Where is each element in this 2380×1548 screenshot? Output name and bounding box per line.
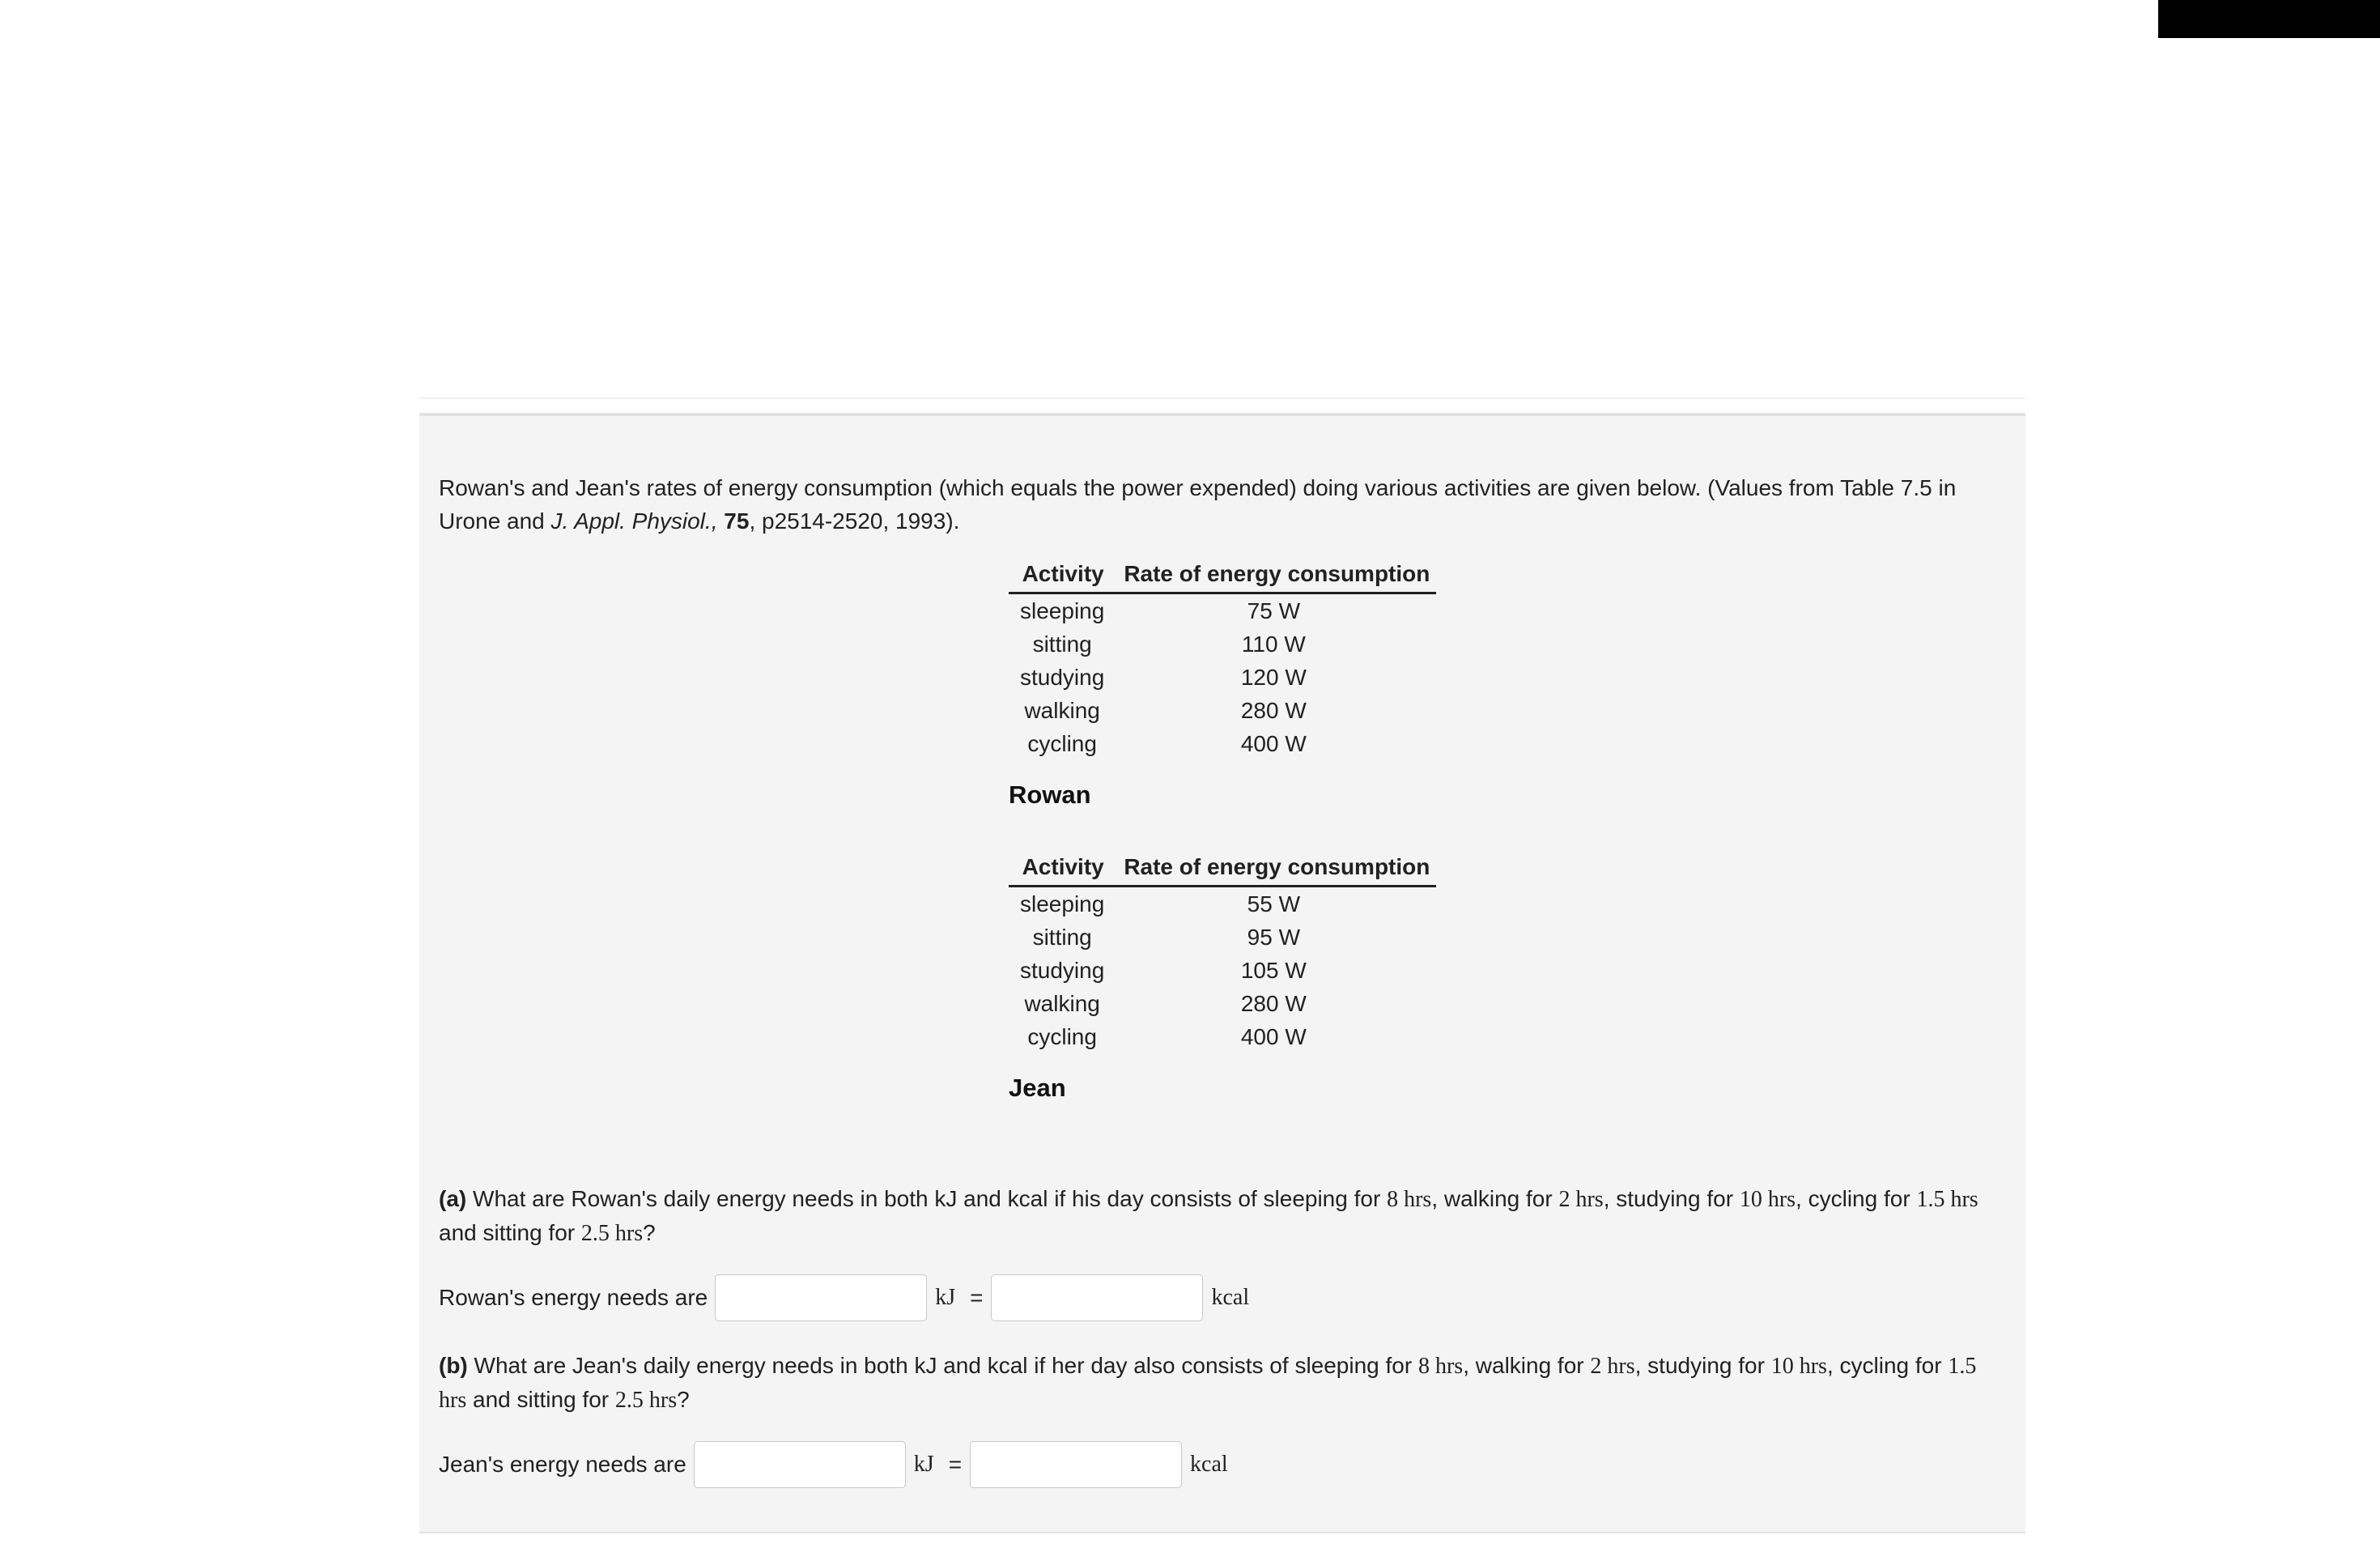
intro-text: Rowan's and Jean's rates of energy consumption (which equals the power expended) doing various activities are given below. (Values from Table 7.5 in Urone and — [439, 475, 1957, 534]
header-rate: Rate of energy consumption — [1111, 559, 1436, 593]
header-activity: Activity — [1009, 852, 1111, 887]
header-activity: Activity — [1009, 559, 1111, 593]
table-row — [1009, 987, 1436, 1020]
table-row — [1009, 627, 1436, 661]
question-text-part: ? — [643, 1220, 656, 1245]
activity-cell: cycling — [1027, 731, 1097, 756]
table-row — [1009, 954, 1436, 987]
activity-cell: walking — [1024, 698, 1100, 723]
rowan-kj-input[interactable] — [715, 1274, 927, 1321]
rate-cell: 120 W — [1240, 665, 1307, 690]
question-text-part: What are Jean's daily energy needs in both kJ and kcal if her day also consists of sleeping for — [467, 1353, 1418, 1378]
math-value: 8 hrs — [1417, 1354, 1464, 1379]
rowan-table-caption: Rowan — [1009, 780, 1091, 809]
rate-cell: 55 W — [1247, 891, 1301, 916]
activity-cell: sleeping — [1020, 598, 1105, 623]
activity-cell: sitting — [1032, 632, 1092, 657]
rowan-rates-table — [1009, 559, 1436, 760]
rate-cell: 400 W — [1240, 1024, 1307, 1049]
rate-cell: 110 W — [1241, 632, 1306, 657]
unit-kj: kJ — [935, 1285, 956, 1310]
table-row — [1009, 661, 1436, 694]
question-text-part: What are Rowan's daily energy needs in both kJ and kcal if his day consists of sleeping for — [466, 1186, 1388, 1211]
header-rate: Rate of energy consumption — [1111, 852, 1436, 887]
jean-table-wrap — [1009, 852, 1436, 1053]
table-row — [1009, 727, 1436, 760]
activity-cell: studying — [1020, 958, 1105, 983]
question-text-part: , walking for — [1463, 1353, 1591, 1378]
jean-table-caption: Jean — [1009, 1074, 1066, 1102]
table-row — [1009, 694, 1436, 727]
math-value: 1.5 hrs — [439, 1354, 1977, 1413]
jean-kcal-input[interactable] — [970, 1441, 1182, 1488]
math-value: 2 hrs — [1558, 1187, 1604, 1212]
jean-kj-input[interactable] — [694, 1441, 906, 1488]
rate-cell: 400 W — [1240, 731, 1307, 756]
table-row — [1009, 887, 1436, 921]
rate-cell: 105 W — [1240, 958, 1307, 983]
unit-kcal: kcal — [1190, 1452, 1228, 1477]
question-text-part: and sitting for — [466, 1387, 615, 1412]
math-value: 2.5 hrs — [614, 1388, 678, 1413]
journal-volume: 75 — [724, 508, 750, 534]
question-a-text — [439, 1182, 2009, 1250]
unit-kj: kJ — [913, 1452, 934, 1477]
question-text-part: , cycling for — [1796, 1186, 1917, 1211]
math-value: 2.5 hrs — [580, 1221, 644, 1246]
math-value: 10 hrs — [1770, 1354, 1827, 1379]
rate-cell: 280 W — [1240, 991, 1307, 1016]
math-value: 1.5 hrs — [1916, 1187, 1978, 1212]
activity-cell: walking — [1024, 991, 1100, 1016]
answer-label-b: Jean's energy needs are — [439, 1452, 686, 1477]
math-value: 10 hrs — [1739, 1187, 1796, 1212]
intro-citation: , p2514-2520, 1993). — [749, 508, 960, 534]
unit-kcal: kcal — [1211, 1285, 1250, 1310]
rate-cell: 95 W — [1247, 925, 1301, 950]
intro-paragraph — [439, 471, 2001, 538]
answer-label-a: Rowan's energy needs are — [439, 1285, 708, 1310]
question-b-text — [439, 1349, 2009, 1417]
rate-cell: 280 W — [1240, 698, 1307, 723]
table-row — [1009, 1020, 1436, 1053]
math-value: 8 hrs — [1387, 1187, 1432, 1212]
activity-cell: studying — [1020, 665, 1105, 690]
activity-cell: cycling — [1027, 1024, 1097, 1049]
question-text-part: and sitting for — [439, 1220, 581, 1245]
rowan-kcal-input[interactable] — [991, 1274, 1203, 1321]
math-value: 2 hrs — [1590, 1354, 1635, 1379]
question-text-part: , walking for — [1431, 1186, 1559, 1211]
question-b-label: (b) — [439, 1353, 468, 1378]
journal-name: J. Appl. Physiol., — [550, 508, 718, 534]
equals-sign: = — [948, 1452, 963, 1477]
question-text-part: , studying for — [1603, 1186, 1740, 1211]
question-text-part: ? — [677, 1387, 690, 1412]
equals-sign: = — [970, 1285, 984, 1310]
question-text-part: , studying for — [1634, 1353, 1771, 1378]
question-a-label: (a) — [439, 1186, 467, 1211]
answer-row-a — [439, 1274, 1264, 1321]
question-card — [419, 413, 2025, 1533]
question-text-part: , cycling for — [1826, 1353, 1949, 1378]
header-divider — [419, 398, 2025, 399]
rowan-table-wrap — [1009, 559, 1436, 760]
jean-rates-table — [1009, 852, 1436, 1053]
answer-row-b — [439, 1441, 1243, 1488]
activity-cell: sitting — [1032, 925, 1092, 950]
top-right-black-bar — [2158, 0, 2380, 38]
rate-cell: 75 W — [1247, 598, 1301, 623]
table-row — [1009, 593, 1436, 628]
table-row — [1009, 921, 1436, 954]
activity-cell: sleeping — [1020, 891, 1105, 916]
